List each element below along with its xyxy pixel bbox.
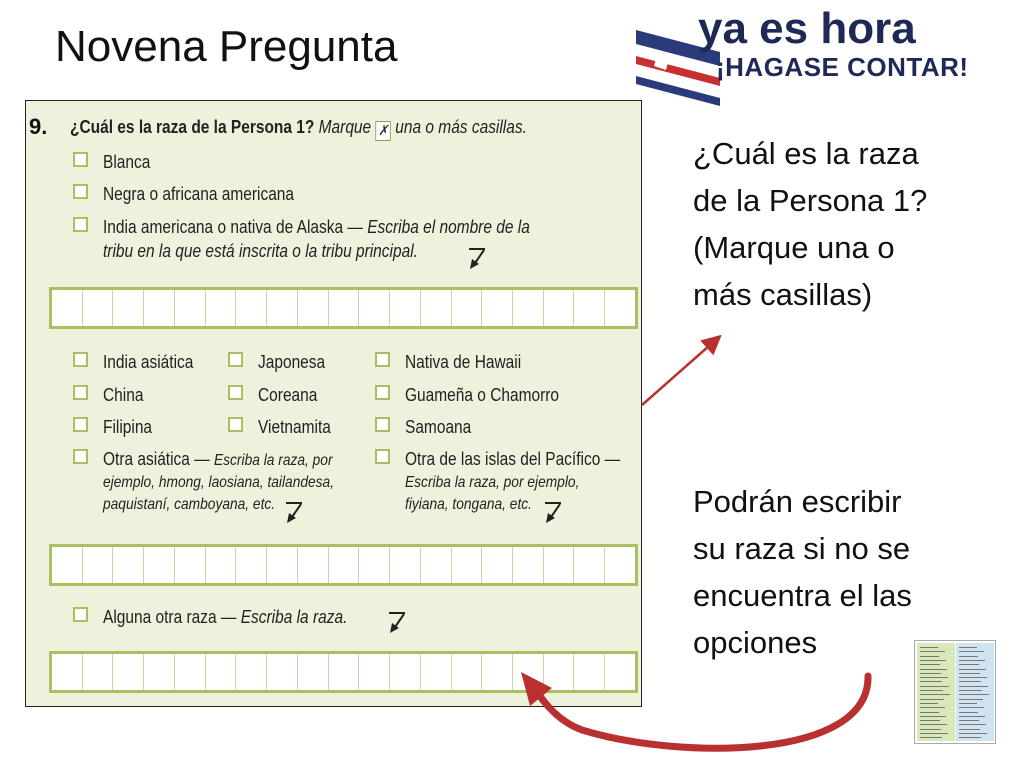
checkbox-samoana[interactable] bbox=[375, 417, 390, 432]
write-in-box-asiatica-pacifico[interactable] bbox=[49, 544, 638, 586]
thumbnail-text-line bbox=[959, 656, 978, 657]
callout-write-in-line: opciones bbox=[693, 625, 818, 660]
logo-line1: ya es hora bbox=[698, 4, 916, 53]
thumbnail-text-line bbox=[920, 656, 939, 657]
checkbox-vietnamita[interactable] bbox=[228, 417, 243, 432]
checkbox-otra-asiatica[interactable] bbox=[73, 449, 88, 464]
thumbnail-text-line bbox=[920, 651, 945, 652]
thumbnail-text-line bbox=[959, 694, 989, 695]
write-in-box-tribu[interactable] bbox=[49, 287, 638, 329]
label-india-americana-line bbox=[103, 217, 530, 238]
thumbnail-text-line bbox=[920, 733, 948, 734]
callout-write-in bbox=[693, 478, 912, 666]
thumbnail-blue-page bbox=[956, 643, 994, 741]
thumbnail-text-line bbox=[959, 681, 981, 682]
thumbnail-green-page bbox=[917, 643, 955, 741]
census-question-form bbox=[25, 100, 642, 707]
label-coreana: Coreana bbox=[258, 385, 318, 405]
hint-otra-pacifico-1: Escriba la raza, por ejemplo, bbox=[405, 474, 580, 491]
question-number: 9. bbox=[29, 114, 48, 139]
hint-india-americana-2: tribu en la que está inscrita o la tribu principal. bbox=[103, 241, 418, 261]
thumbnail-text-line bbox=[959, 673, 980, 674]
census-form-thumbnail bbox=[914, 640, 996, 744]
hint-otra-raza: Escriba la raza. bbox=[240, 607, 348, 627]
thumbnail-text-line bbox=[920, 737, 942, 738]
checkbox-otra-raza[interactable] bbox=[73, 607, 88, 622]
label-samoana: Samoana bbox=[405, 417, 472, 437]
thumbnail-text-line bbox=[959, 660, 985, 661]
census-logo bbox=[636, 4, 1006, 108]
thumbnail-text-line bbox=[920, 720, 940, 721]
checkbox-india-americana[interactable] bbox=[73, 217, 88, 232]
thumbnail-text-line bbox=[920, 690, 943, 691]
thumbnail-text-line bbox=[920, 673, 941, 674]
callout-arrow bbox=[642, 338, 718, 405]
callout-question-line: ¿Cuál es la raza bbox=[693, 136, 919, 171]
thumbnail-text-line bbox=[959, 651, 984, 652]
label-vietnamita: Vietnamita bbox=[258, 417, 331, 437]
hint-otra-asiatica-1: Escriba la raza, por bbox=[213, 452, 333, 469]
thumbnail-text-line bbox=[959, 664, 979, 665]
thumbnail-text-line bbox=[959, 647, 977, 648]
thumbnail-text-line bbox=[959, 690, 982, 691]
thumbnail-text-line bbox=[959, 703, 977, 704]
hint-otra-asiatica-2: ejemplo, hmong, laosiana, tailandesa, bbox=[103, 474, 335, 491]
thumbnail-text-line bbox=[959, 699, 983, 700]
label-china: China bbox=[103, 385, 144, 405]
thumbnail-text-line bbox=[959, 669, 986, 670]
label-hawaii: Nativa de Hawaii bbox=[405, 352, 522, 372]
thumbnail-text-line bbox=[959, 677, 987, 678]
thumbnail-text-line bbox=[959, 712, 978, 713]
callout-write-in-line: encuentra el las bbox=[693, 578, 912, 613]
thumbnail-text-line bbox=[920, 707, 945, 708]
checkbox-china[interactable] bbox=[73, 385, 88, 400]
thumbnail-text-line bbox=[959, 716, 985, 717]
thumbnail-text-line bbox=[920, 712, 939, 713]
checkbox-negra[interactable] bbox=[73, 184, 88, 199]
label-otra-asiatica-line bbox=[103, 449, 333, 470]
label-japonesa: Japonesa bbox=[258, 352, 326, 372]
thumbnail-text-line bbox=[920, 681, 942, 682]
label-otra-raza-line bbox=[103, 607, 347, 628]
thumbnail-text-line bbox=[920, 664, 940, 665]
thumbnail-text-line bbox=[959, 686, 988, 687]
checkbox-coreana[interactable] bbox=[228, 385, 243, 400]
instruction-pre: Marque bbox=[318, 117, 372, 137]
thumbnail-text-line bbox=[920, 716, 946, 717]
question-text: ¿Cuál es la raza de la Persona 1? bbox=[70, 117, 315, 137]
hint-india-americana-1: Escriba el nombre de la bbox=[367, 217, 530, 237]
thumbnail-text-line bbox=[959, 729, 980, 730]
write-in-arrow-icon bbox=[468, 247, 486, 269]
callout-question-line: (Marque una o bbox=[693, 230, 895, 265]
label-otra-raza: Alguna otra raza — bbox=[103, 607, 237, 627]
thumbnail-text-line bbox=[920, 647, 938, 648]
callout-question-line: de la Persona 1? bbox=[693, 183, 928, 218]
checkbox-japonesa[interactable] bbox=[228, 352, 243, 367]
hint-otra-asiatica-3: paquistaní, camboyana, etc. bbox=[103, 496, 276, 513]
checkbox-guamena[interactable] bbox=[375, 385, 390, 400]
label-india-asiatica: India asiática bbox=[103, 352, 194, 372]
write-in-arrow-icon bbox=[388, 611, 406, 633]
checkbox-india-asiatica[interactable] bbox=[73, 352, 88, 367]
thumbnail-text-line bbox=[920, 729, 941, 730]
thumbnail-text-line bbox=[959, 707, 984, 708]
hint-otra-pacifico-2: fiyiana, tongana, etc. bbox=[405, 496, 532, 513]
thumbnail-text-line bbox=[959, 720, 979, 721]
callout-question bbox=[693, 130, 927, 318]
checkbox-blanca[interactable] bbox=[73, 152, 88, 167]
callout-question-line: más casillas) bbox=[693, 277, 873, 312]
thumbnail-text-line bbox=[959, 733, 987, 734]
label-blanca: Blanca bbox=[103, 152, 151, 172]
label-negra: Negra o africana americana bbox=[103, 184, 295, 204]
thumbnail-text-line bbox=[920, 699, 944, 700]
label-india-americana: India americana o nativa de Alaska — bbox=[103, 217, 363, 237]
thumbnail-text-line bbox=[920, 703, 938, 704]
thumbnail-text-line bbox=[920, 694, 950, 695]
checkbox-hawaii[interactable] bbox=[375, 352, 390, 367]
instruction-post: una o más casillas. bbox=[395, 117, 527, 137]
callout-write-in-line: su raza si no se bbox=[693, 531, 911, 566]
thumbnail-text-line bbox=[920, 669, 947, 670]
question-line bbox=[70, 117, 527, 141]
label-guamena: Guameña o Chamorro bbox=[405, 385, 560, 405]
x-mark-icon: ✗ bbox=[375, 121, 390, 141]
thumbnail-text-line bbox=[959, 737, 981, 738]
label-otra-pacifico: Otra de las islas del Pacífico — bbox=[405, 449, 621, 469]
label-filipina: Filipina bbox=[103, 417, 153, 437]
callout-write-in-line: Podrán escribir bbox=[693, 484, 902, 519]
write-in-box-otra-raza[interactable] bbox=[49, 651, 638, 693]
checkbox-filipina[interactable] bbox=[73, 417, 88, 432]
thumbnail-text-line bbox=[959, 724, 986, 725]
label-otra-asiatica: Otra asiática — bbox=[103, 449, 210, 469]
thumbnail-text-line bbox=[920, 677, 948, 678]
thumbnail-text-line bbox=[920, 724, 947, 725]
thumbnail-text-line bbox=[920, 660, 946, 661]
thumbnail-text-line bbox=[920, 686, 949, 687]
write-in-arrow-icon bbox=[285, 501, 303, 523]
logo-line2: ¡HAGASE CONTAR! bbox=[716, 52, 969, 82]
write-in-arrow-icon bbox=[544, 501, 562, 523]
checkbox-otra-pacifico[interactable] bbox=[375, 449, 390, 464]
slide-title: Novena Pregunta bbox=[55, 22, 398, 71]
